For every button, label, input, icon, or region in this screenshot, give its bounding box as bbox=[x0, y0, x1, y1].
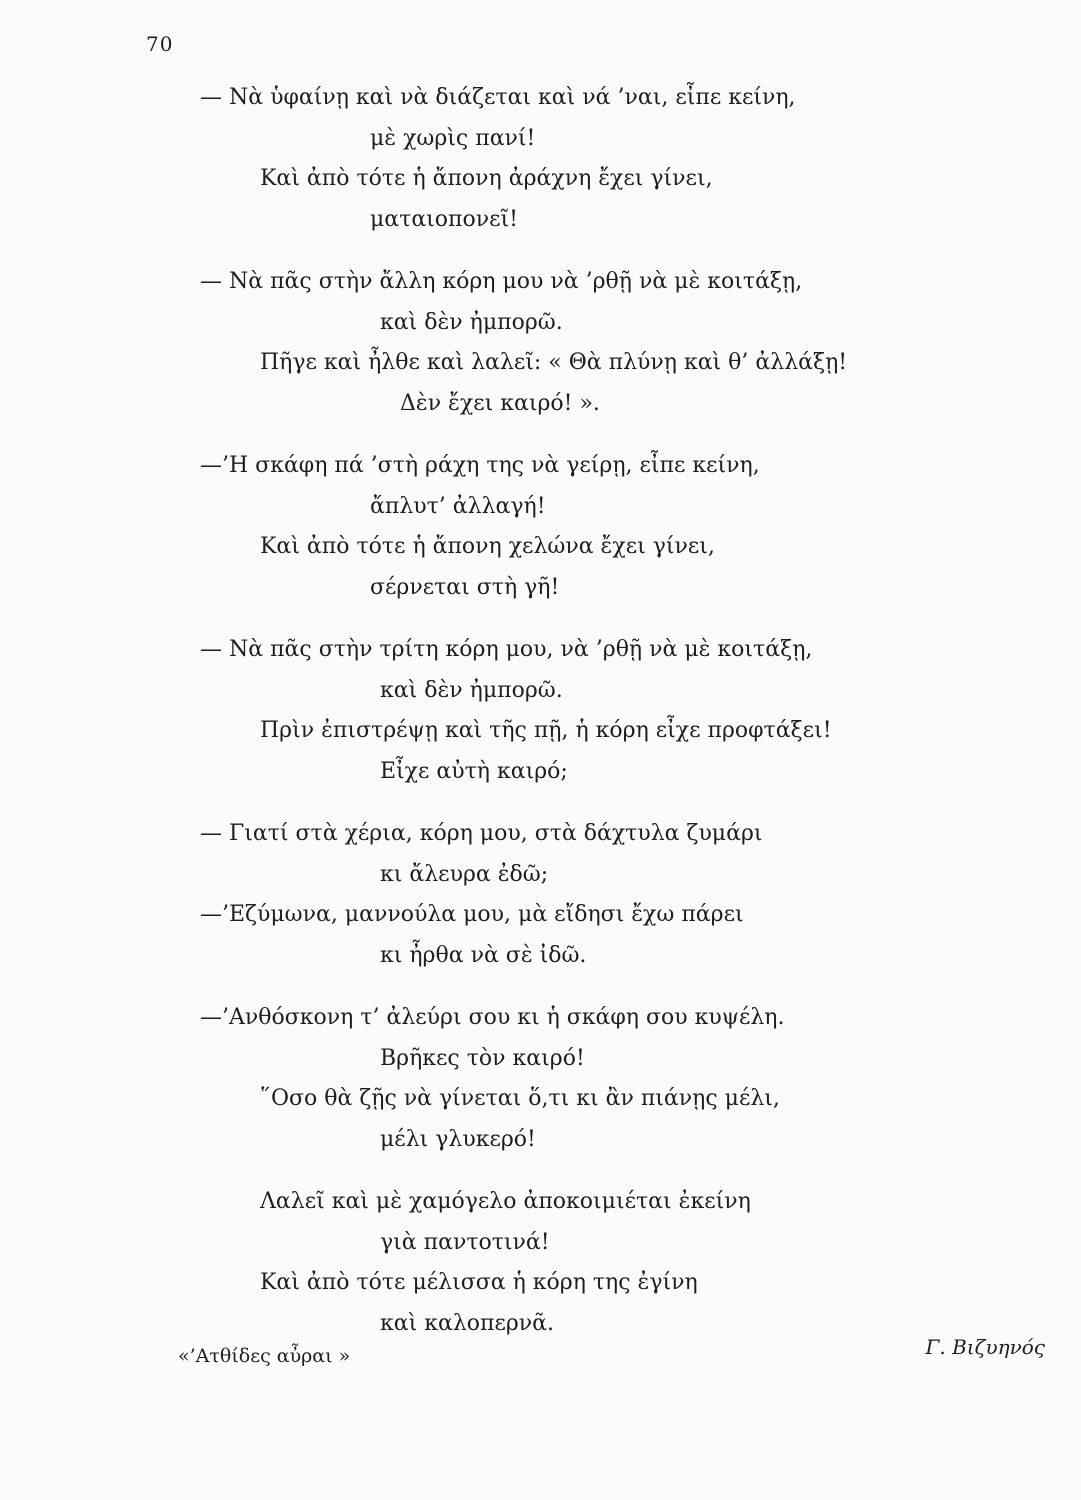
poem-line: κι ἄλευρα ἐδῶ; bbox=[380, 861, 549, 887]
poem-line: ἄπλυτ’ ἀλλαγή! bbox=[370, 493, 546, 519]
poem-source: «’Ατθίδες αὖραι » bbox=[178, 1345, 351, 1367]
poem-line: Βρῆκες τὸν καιρό! bbox=[380, 1045, 585, 1071]
poem-stanza bbox=[200, 262, 960, 424]
poem-line: γιὰ παντοτινά! bbox=[380, 1229, 550, 1255]
poem-line: καὶ καλοπερνᾶ. bbox=[380, 1310, 555, 1336]
poem-line: Καὶ ἀπὸ τότε μέλισσα ἡ κόρη της ἐγίνη bbox=[260, 1270, 698, 1295]
poem-stanza bbox=[200, 630, 960, 792]
poem-line: Καὶ ἀπὸ τότε ἡ ἄπονη ἀράχνη ἔχει γίνει, bbox=[260, 166, 713, 191]
poem-line: Πῆγε καὶ ἦλθε καὶ λαλεῖ: « Θὰ πλύνῃ καὶ θ’ ἀλλάξῃ! bbox=[260, 350, 848, 375]
poem-line: ῞Οσο θὰ ζῇς νὰ γίνεται ὅ,τι κι ἂν πιάνῃς μέλι, bbox=[260, 1086, 780, 1111]
poem-line: — Νὰ ὑφαίνῃ καὶ νὰ διάζεται καὶ νά ’ναι, εἶπε κείνη, bbox=[200, 85, 796, 110]
poem-line: Εἶχε αὐτὴ καιρό; bbox=[380, 758, 568, 784]
poem-line: καὶ δὲν ἠμπορῶ. bbox=[380, 309, 563, 335]
poem-line: Λαλεῖ καὶ μὲ χαμόγελο ἀποκοιμιέται ἐκείνη bbox=[260, 1189, 751, 1214]
poem-line: κι ἦρθα νὰ σὲ ἰδῶ. bbox=[380, 942, 587, 968]
poem-line: —’Ανθόσκονη τ’ ἀλεύρι σου κι ἡ σκάφη σου κυψέλη. bbox=[200, 1005, 785, 1030]
poem-line: — Νὰ πᾶς στὴν τρίτη κόρη μου, νὰ ’ρθῇ νὰ μὲ κοιτάξῃ, bbox=[200, 637, 813, 662]
poem-line: — Νὰ πᾶς στὴν ἄλλη κόρη μου νὰ ’ρθῇ νὰ μὲ κοιτάξῃ, bbox=[200, 269, 803, 294]
poem-stanza bbox=[200, 78, 960, 240]
poem-line: Πρὶν ἐπιστρέψῃ καὶ τῆς πῇ, ἡ κόρη εἶχε προφτάξει! bbox=[260, 718, 832, 743]
poem-line: —’Η σκάφη πά ’στὴ ράχη της νὰ γείρῃ, εἶπε κείνη, bbox=[200, 453, 760, 478]
poem-body bbox=[200, 78, 960, 1366]
poem-stanza bbox=[200, 446, 960, 608]
poem-line: καὶ δὲν ἠμπορῶ. bbox=[380, 677, 563, 703]
page-number: 70 bbox=[146, 32, 174, 56]
poem-line: — Γιατί στὰ χέρια, κόρη μου, στὰ δάχτυλα ζυμάρι bbox=[200, 821, 763, 846]
poem-line: μὲ χωρὶς πανί! bbox=[370, 125, 536, 151]
poem-line: ματαιοπονεῖ! bbox=[370, 206, 518, 232]
poem-stanza bbox=[200, 998, 960, 1160]
poem-author: Γ. Βιζυηνός bbox=[925, 1335, 1045, 1359]
poem-stanza bbox=[200, 1182, 960, 1344]
poem-line: μέλι γλυκερό! bbox=[380, 1126, 536, 1152]
poem-line: Καὶ ἀπὸ τότε ἡ ἄπονη χελώνα ἔχει γίνει, bbox=[260, 534, 715, 559]
poem-line: σέρνεται στὴ γῆ! bbox=[370, 574, 560, 600]
poem-line: Δὲν ἔχει καιρό! ». bbox=[400, 390, 600, 416]
poem-line: —’Εζύμωνα, μαννούλα μου, μὰ εἴδησι ἔχω πάρει bbox=[200, 902, 744, 927]
poem-stanza bbox=[200, 814, 960, 976]
